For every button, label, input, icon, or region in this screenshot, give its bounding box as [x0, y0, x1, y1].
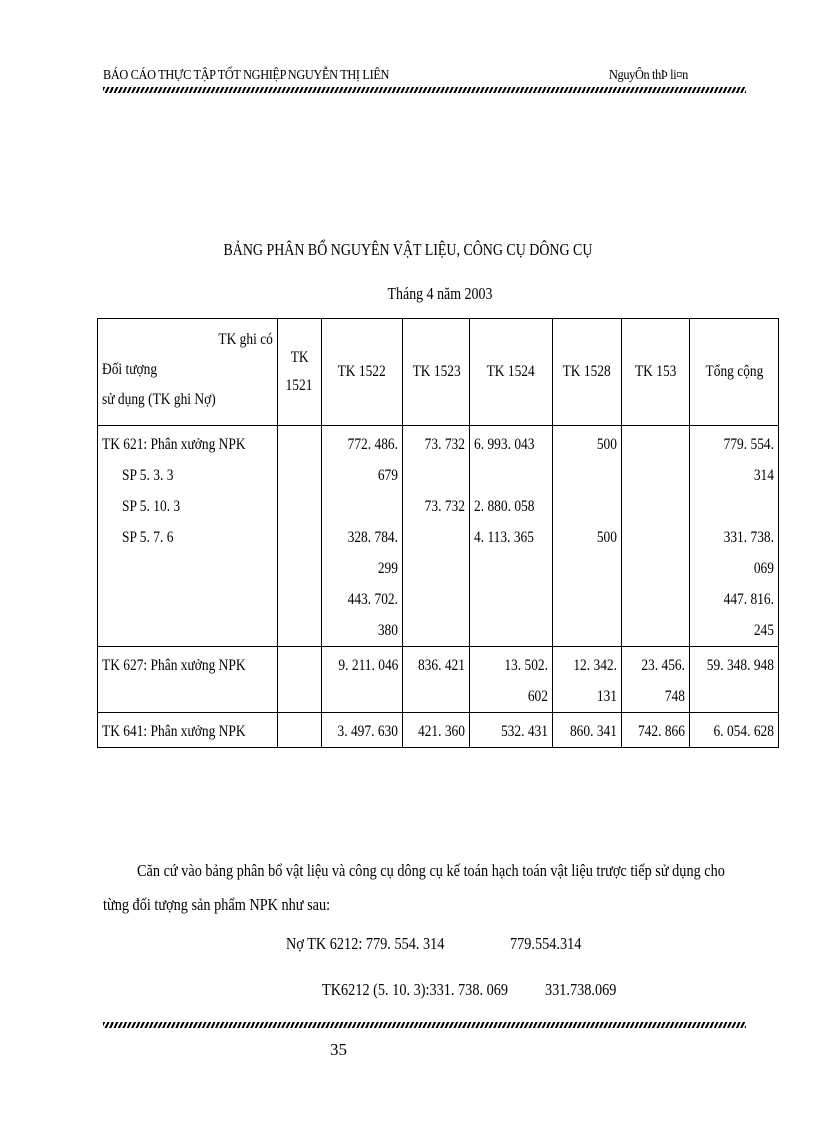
- header-author: NGUYỄN THỊ LIÊN: [287, 68, 390, 83]
- col-header-tk1523: TK 1523: [402, 319, 469, 426]
- col-header-tk1522: TK 1522: [321, 319, 402, 426]
- row-label-tk621: TK 621: Phân xưởng NPK SP 5. 3. 3 SP 5. 10. 3 SP 5. 7. 6: [98, 426, 278, 647]
- cell-tk1521: [277, 426, 321, 647]
- cell-tk153: 23. 456. 748: [621, 647, 689, 713]
- cell-tk1522: 772. 486. 679 328. 784. 299 443. 702. 380: [321, 426, 402, 647]
- cell-tk1524: 532. 431: [470, 713, 552, 748]
- cell-total: 779. 554. 314 331. 738. 069 447. 816. 245: [689, 426, 778, 647]
- table-header-row: [98, 319, 779, 426]
- body-paragraph-line-1: Căn cứ vào bảng phân bổ vật liệu và công cụ dông cụ kế toán hạch toán vật liệu trược tiếp sử dụng cho: [137, 861, 725, 880]
- body-paragraph-line-2: từng đối tượng sản phẩm NPK như sau:: [103, 895, 331, 914]
- cell-tk1528: 860. 341: [552, 713, 621, 748]
- journal-entry-1-value: 779.554.314: [510, 934, 582, 953]
- col-header-total: Tổng cộng: [689, 319, 778, 426]
- corner-header-cell: [98, 319, 278, 426]
- allocation-table: [97, 318, 779, 748]
- col-header-tk153: TK 153: [621, 319, 689, 426]
- cell-total: 59. 348. 948: [689, 647, 778, 713]
- corner-debit-label: sử dụng (TK ghi Nợ): [102, 391, 216, 408]
- header-rule: [103, 87, 746, 93]
- col-header-tk1528: TK 1528: [552, 319, 621, 426]
- cell-tk1522: 3. 497. 630: [321, 713, 402, 748]
- journal-entry-2-label: TK6212 (5. 10. 3):331. 738. 069: [322, 980, 509, 999]
- page-number: 35: [330, 1040, 347, 1059]
- cell-tk1524: 13. 502. 602: [470, 647, 552, 713]
- cell-tk153: [621, 426, 689, 647]
- cell-tk153: 742. 866: [621, 713, 689, 748]
- row-label-tk627: TK 627: Phân xưởng NPK: [98, 647, 278, 713]
- journal-entry-1-label: Nợ TK 6212: 779. 554. 314: [286, 934, 445, 953]
- cell-tk1521: [277, 713, 321, 748]
- journal-entry-2-value: 331.738.069: [545, 980, 617, 999]
- corner-credit-label: TK ghi có: [218, 331, 273, 348]
- table-row: [98, 426, 779, 647]
- page-header: [103, 68, 688, 84]
- col-header-tk1521: TK 1521: [277, 319, 321, 426]
- header-report-title: BÁO CÁO THỰC TẬP TỐT NGHIỆP: [103, 68, 287, 83]
- footer-rule: [103, 1022, 746, 1028]
- cell-tk1523: 836. 421: [402, 647, 469, 713]
- cell-tk1523: 421. 360: [402, 713, 469, 748]
- table-title: BẢNG PHÂN BỔ NGUYÊN VẬT LIỆU, CÔNG CỤ DÔNG CỤ: [223, 240, 593, 259]
- cell-tk1528: 500 500: [552, 426, 621, 647]
- cell-tk1521: [277, 647, 321, 713]
- table-subtitle: Tháng 4 năm 2003: [387, 284, 493, 303]
- col-header-tk1524: TK 1524: [470, 319, 552, 426]
- row-label-tk641: TK 641: Phân xưởng NPK: [98, 713, 278, 748]
- cell-tk1523: 73. 732 73. 732: [402, 426, 469, 647]
- cell-tk1528: 12. 342. 131: [552, 647, 621, 713]
- cell-total: 6. 054. 628: [689, 713, 778, 748]
- table-row: [98, 713, 779, 748]
- cell-tk1522: 9. 211. 046: [321, 647, 402, 713]
- header-right-name: NguyÔn thÞ li¤n: [609, 68, 688, 83]
- corner-object-label: Đối tượng: [102, 361, 158, 378]
- table-row: [98, 647, 779, 713]
- cell-tk1524: 6. 993. 043 2. 880. 058 4. 113. 365: [470, 426, 552, 647]
